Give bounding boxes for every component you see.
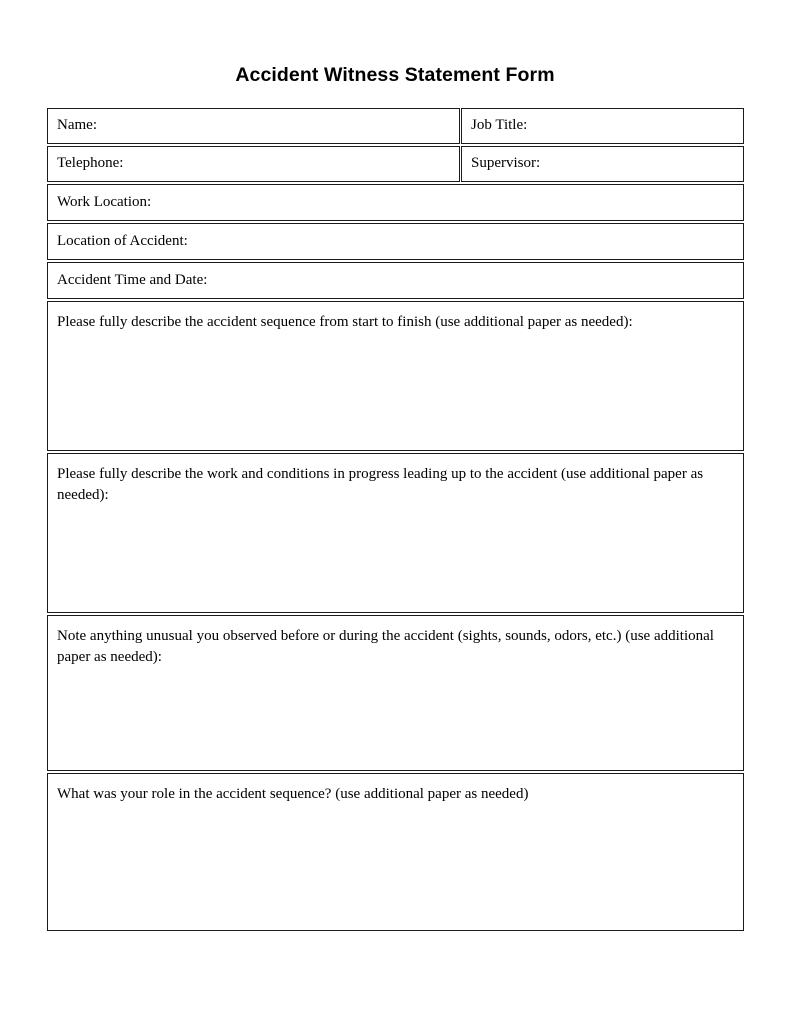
- field-accident-time-and-date[interactable]: [47, 262, 744, 299]
- answer-prompt-unusual-observations: Note anything unusual you observed before or during the accident (sights, sounds, odors, etc.) (use additional paper as needed):: [57, 628, 714, 665]
- answer-area-unusual-observations[interactable]: [48, 667, 743, 668]
- page-title: Accident Witness Statement Form: [235, 64, 555, 86]
- field-name[interactable]: [47, 108, 460, 144]
- field-label-supervisor: Supervisor:: [471, 155, 541, 171]
- field-label-work-location: Work Location:: [57, 194, 152, 210]
- answer-area-your-role[interactable]: [48, 805, 743, 806]
- field-label-location-of-accident: Location of Accident:: [57, 233, 188, 249]
- field-label-job-title: Job Title:: [471, 117, 528, 133]
- field-telephone[interactable]: [47, 146, 460, 182]
- answer-prompt-accident-sequence: Please fully describe the accident sequence from start to finish (use additional paper as needed):: [57, 314, 633, 330]
- field-label-name: Name:: [57, 117, 97, 133]
- field-work-location[interactable]: [47, 184, 744, 221]
- field-label-accident-time-and-date: Accident Time and Date:: [57, 272, 208, 288]
- field-supervisor[interactable]: [461, 146, 744, 182]
- form-row-telephone-supervisor: [47, 146, 744, 182]
- answer-area-accident-sequence[interactable]: [48, 333, 743, 334]
- answer-area-work-conditions[interactable]: [48, 505, 743, 506]
- form-row-name-jobtitle: [47, 108, 744, 144]
- accident-witness-form: [47, 108, 744, 933]
- field-job-title[interactable]: [461, 108, 744, 144]
- answer-box-your-role[interactable]: [47, 773, 744, 931]
- field-location-of-accident[interactable]: [47, 223, 744, 260]
- answer-box-work-conditions[interactable]: [47, 453, 744, 613]
- answer-prompt-work-conditions: Please fully describe the work and conditions in progress leading up to the accident (use additional paper as needed):: [57, 466, 704, 503]
- answer-box-unusual-observations[interactable]: [47, 615, 744, 771]
- answer-box-accident-sequence[interactable]: [47, 301, 744, 451]
- field-label-telephone: Telephone:: [57, 155, 124, 171]
- answer-prompt-your-role: What was your role in the accident sequence? (use additional paper as needed): [57, 786, 529, 802]
